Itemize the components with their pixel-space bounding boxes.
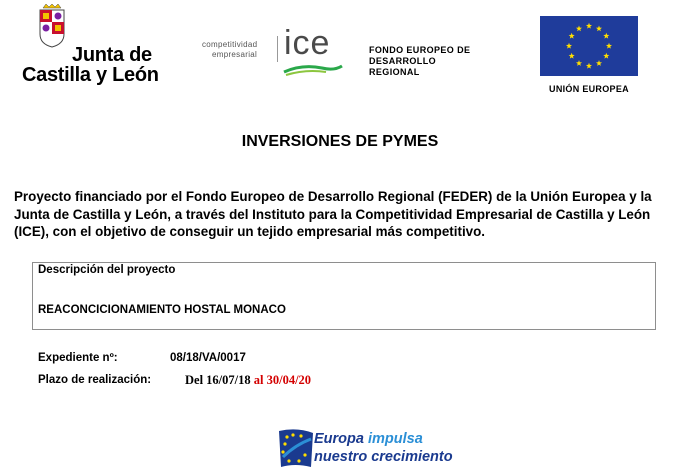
ice-logo (200, 26, 350, 80)
eu-star (576, 25, 582, 31)
junta-castilla-leon-logo (22, 4, 172, 84)
eu-star (603, 53, 609, 59)
feder-line2: DESARROLLO (369, 56, 436, 66)
expediente-label: Expediente nº: (38, 352, 118, 364)
europa-word: Europa (314, 431, 364, 447)
eu-star (566, 43, 572, 49)
coat-of-arms-icon (34, 4, 70, 48)
jcyl-logo-line1: Junta de (72, 44, 152, 66)
impulsa-word: impulsa (367, 431, 423, 447)
europa-impulsa-line1 (314, 431, 423, 447)
eu-label: UNIÓN EUROPEA (549, 84, 629, 94)
eu-star (569, 33, 575, 39)
europa-impulsa-badge-icon (277, 427, 315, 469)
plazo-label: Plazo de realización: (38, 374, 152, 386)
eu-flag-icon (540, 16, 638, 76)
eu-star (596, 25, 602, 31)
eu-star (586, 63, 592, 69)
eu-star (586, 23, 592, 29)
ice-logo-divider (277, 36, 278, 62)
ice-logo-mark: ice (284, 24, 331, 62)
jcyl-logo-line2: Castilla y León (22, 64, 159, 86)
page-title: INVERSIONES DE PYMES (241, 133, 439, 150)
eu-star (596, 60, 602, 66)
feder-line3: REGIONAL (369, 67, 420, 77)
ice-swoosh-icon (282, 64, 344, 76)
eu-star (603, 33, 609, 39)
eu-star (576, 60, 582, 66)
feder-logo (369, 45, 499, 78)
plazo-to: al 30/04/20 (253, 373, 312, 387)
feder-line1: FONDO EUROPEO DE (369, 45, 471, 55)
europa-impulsa-logo (277, 427, 453, 471)
plazo-value (185, 373, 311, 388)
eu-star (606, 43, 612, 49)
intro-paragraph: Proyecto financiado por el Fondo Europeo de Desarrollo Regional (FEDER) de la Unión Europea y la Junta de Castilla y León, a través del Instituto para la Competitividad Empresarial de Castilla y León (ICE), con el objetivo de conseguir un tejido empresarial más competitivo. (14, 189, 652, 239)
project-description-value: REACONCICIONAMIENTO HOSTAL MONACO (38, 304, 286, 316)
ice-logo-small-line2: empresarial (212, 50, 258, 59)
ice-logo-small-line1: competitividad (202, 40, 258, 49)
eu-star (569, 53, 575, 59)
plazo-from: Del 16/07/18 (185, 373, 251, 387)
eu-stars-icon (540, 16, 638, 76)
expediente-value: 08/18/VA/0017 (170, 352, 246, 364)
europa-impulsa-line2: nuestro crecimiento (314, 449, 453, 465)
project-description-label: Descripción del proyecto (38, 264, 176, 276)
